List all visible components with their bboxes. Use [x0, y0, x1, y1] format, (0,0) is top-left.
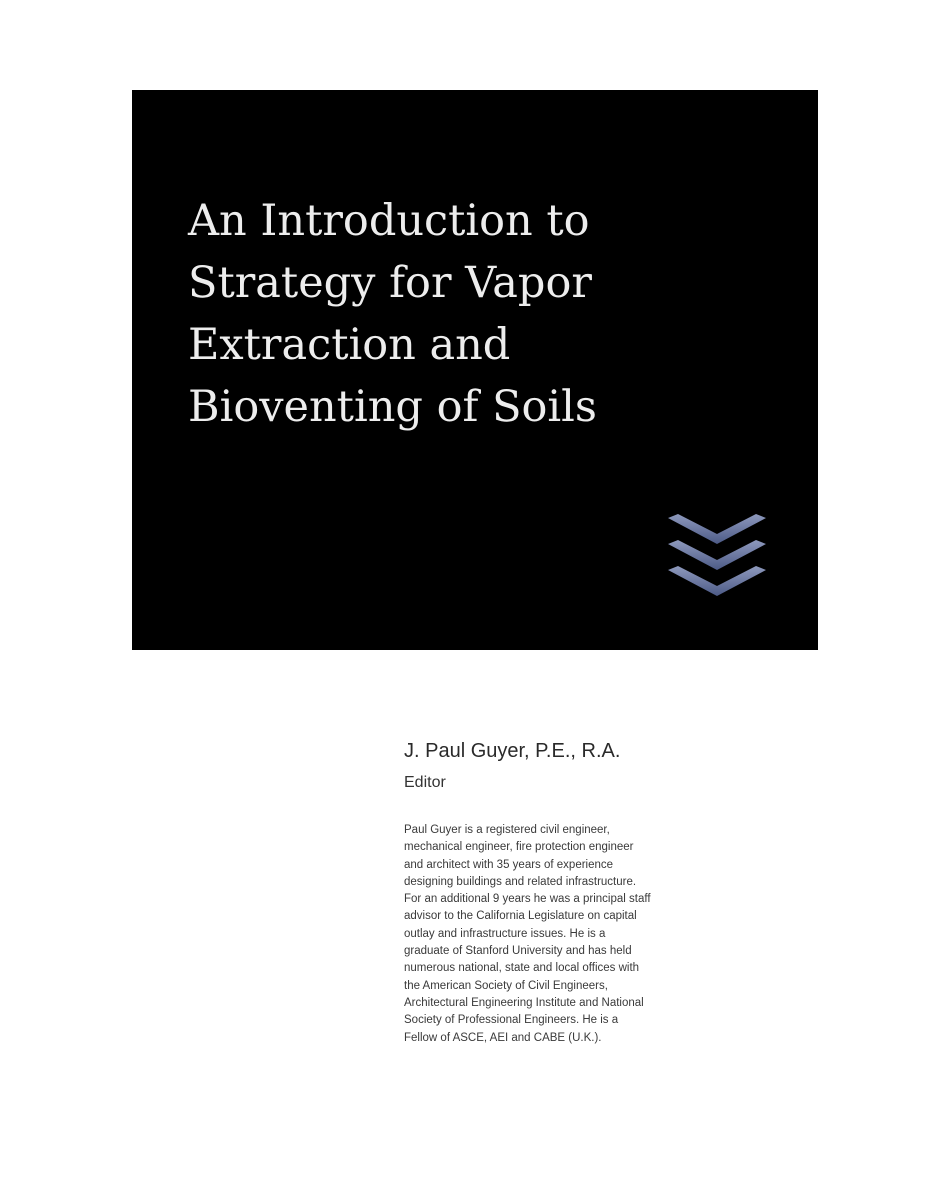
author-name: J. Paul Guyer, P.E., R.A.	[404, 740, 621, 762]
title-line: An Introduction to	[188, 196, 590, 246]
bio-line: graduate of Stanford University and has held	[404, 945, 632, 958]
bio-line: mechanical engineer, fire protection engineer	[404, 841, 634, 854]
title-block	[132, 90, 818, 650]
bio-line: outlay and infrastructure issues. He is a	[404, 927, 606, 940]
book-title	[188, 190, 788, 438]
bio-line: advisor to the California Legislature on capital	[404, 910, 637, 923]
chevron-stripe	[668, 540, 766, 570]
bio-line: numerous national, state and local offices with	[404, 962, 640, 975]
bio-line: Architectural Engineering Institute and National	[404, 996, 644, 1009]
bio-line: Society of Professional Engineers. He is a	[404, 1014, 619, 1027]
author-block	[404, 738, 824, 794]
title-line: Extraction and	[188, 320, 511, 370]
bio-line: and architect with 35 years of experience	[404, 858, 614, 871]
triple-chevron-down-icon	[666, 512, 768, 608]
title-line: Bioventing of Soils	[188, 382, 597, 432]
title-line: Strategy for Vapor	[188, 258, 592, 308]
bio-line: Paul Guyer is a registered civil engineer,	[404, 824, 610, 836]
bio-line: Fellow of ASCE, AEI and CABE (U.K.).	[404, 1031, 602, 1044]
author-role: Editor	[404, 774, 446, 791]
chevron-stripe	[668, 514, 766, 544]
author-bio	[404, 822, 784, 1047]
bio-line: the American Society of Civil Engineers,	[404, 979, 608, 992]
bio-line: For an additional 9 years he was a principal staff	[404, 893, 651, 906]
chevron-stripe	[668, 566, 766, 596]
bio-line: designing buildings and related infrastructure.	[404, 875, 637, 888]
